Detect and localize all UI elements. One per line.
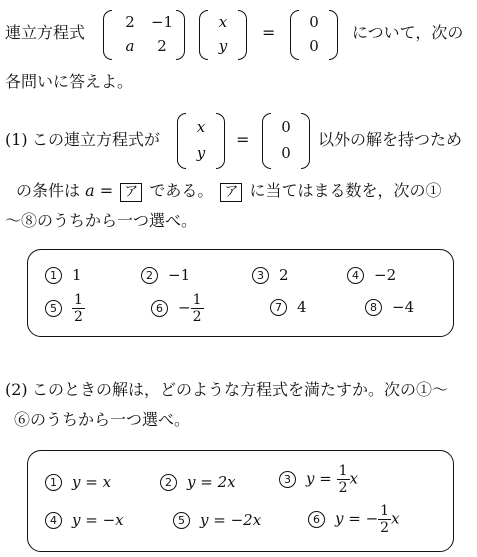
q1-choice-3[interactable] [252, 266, 289, 284]
zero-top: 0 [309, 13, 319, 31]
q1-unknown-vector [177, 113, 225, 169]
choice-marker: 6 [151, 300, 168, 317]
zero-bottom: 0 [309, 37, 319, 55]
q1-choice-2[interactable] [141, 266, 190, 284]
choice-marker: 1 [45, 267, 62, 284]
q2-line1: このときの解は，どのような方程式を満たすか。次の①〜 [32, 380, 449, 399]
minus-sign: − [178, 298, 191, 317]
choice-marker: 2 [141, 267, 158, 284]
q2-choice-box [27, 450, 454, 552]
q2-choice-6[interactable] [308, 503, 400, 536]
q1-line3: 〜⑧のうちから一つ選べ。 [5, 211, 198, 230]
choice-value: y = x [72, 473, 112, 491]
choice-value: −4 [392, 298, 415, 316]
intro-equals: = [262, 23, 276, 42]
q1-lead: この連立方程式が [32, 130, 161, 149]
q1-vector-x: x [196, 118, 206, 136]
q1-number: (1) [5, 130, 28, 149]
intro-lead: 連立方程式 [5, 23, 86, 42]
q1-variable-a: a [85, 181, 95, 200]
q1-zero-bottom: 0 [281, 144, 291, 162]
choice-marker: 5 [173, 512, 190, 529]
matrix-a22: 2 [157, 37, 167, 55]
zero-vector [290, 10, 338, 60]
q1-choice-5[interactable] [45, 292, 85, 325]
fraction: $\frac{1}{2}$ [380, 503, 390, 536]
choice-value: y = −x [72, 511, 124, 529]
vector-x: x [218, 13, 228, 31]
q1-zero-vector [262, 113, 310, 169]
fraction: $\frac{1}{2}$ [338, 463, 348, 496]
q1-line2a: の条件は [16, 181, 81, 200]
choice-suffix: x [391, 509, 400, 528]
choice-value: 1 [72, 266, 82, 284]
choice-marker: 3 [279, 471, 296, 488]
choice-marker: 3 [252, 267, 269, 284]
q2-line2: ⑥のうちから一つ選べ。 [14, 410, 191, 429]
choice-marker: 6 [308, 511, 325, 528]
q2-number: (2) [5, 380, 28, 399]
matrix-a12: −1 [150, 13, 174, 31]
coefficient-matrix [103, 10, 185, 60]
choice-marker: 1 [45, 474, 62, 491]
choice-value: 2 [279, 266, 289, 284]
q1-line2 [16, 181, 442, 202]
matrix-a21: a [125, 37, 135, 55]
q1-choice-4[interactable] [347, 266, 396, 284]
answer-box-a-ref: ア [220, 183, 242, 202]
answer-box-a: ア [120, 183, 142, 202]
q1-line2b: である。 [149, 181, 214, 200]
q2-choice-2[interactable] [160, 473, 236, 491]
q1-line2-equals: = [99, 181, 114, 200]
choice-value: −2 [374, 266, 397, 284]
q1-zero-top: 0 [281, 118, 291, 136]
choice-value: y = 2x [187, 473, 236, 491]
q1-choice-6[interactable] [151, 292, 204, 325]
choice-suffix: x [349, 469, 358, 488]
q2-choice-1[interactable] [45, 473, 111, 491]
q1-vector-y: y [196, 144, 206, 162]
q1-choice-8[interactable] [365, 298, 414, 316]
choice-marker: 5 [45, 300, 62, 317]
choice-value: −1 [168, 266, 191, 284]
q2-choice-5[interactable] [173, 511, 261, 529]
fraction: $\frac{1}{2}$ [74, 292, 83, 325]
intro-line2: 各問いに答えよ。 [5, 72, 134, 91]
matrix-a11: 2 [125, 13, 135, 31]
fraction: $\frac{1}{2}$ [192, 292, 202, 325]
unknown-vector [199, 10, 247, 60]
choice-marker: 4 [45, 512, 62, 529]
intro-tail: について，次の [352, 23, 464, 42]
choice-marker: 2 [160, 474, 177, 491]
q1-line2c: に当てはまる数を，次の① [249, 181, 442, 200]
q1-choice-box [27, 249, 454, 337]
q1-tail: 以外の解を持つため [318, 130, 463, 149]
choice-marker: 4 [347, 267, 364, 284]
choice-value: 4 [297, 298, 307, 316]
choice-value: y = −2x [200, 511, 262, 529]
q2-choice-3[interactable] [279, 463, 358, 496]
q1-choice-7[interactable] [270, 298, 307, 316]
choice-prefix: y = − [335, 509, 379, 528]
q2-choice-4[interactable] [45, 511, 124, 529]
q1-choice-1[interactable] [45, 266, 82, 284]
vector-y: y [218, 37, 228, 55]
q1-equals: = [236, 130, 250, 149]
choice-marker: 8 [365, 299, 382, 316]
choice-prefix: y = [306, 469, 332, 488]
choice-marker: 7 [270, 299, 287, 316]
